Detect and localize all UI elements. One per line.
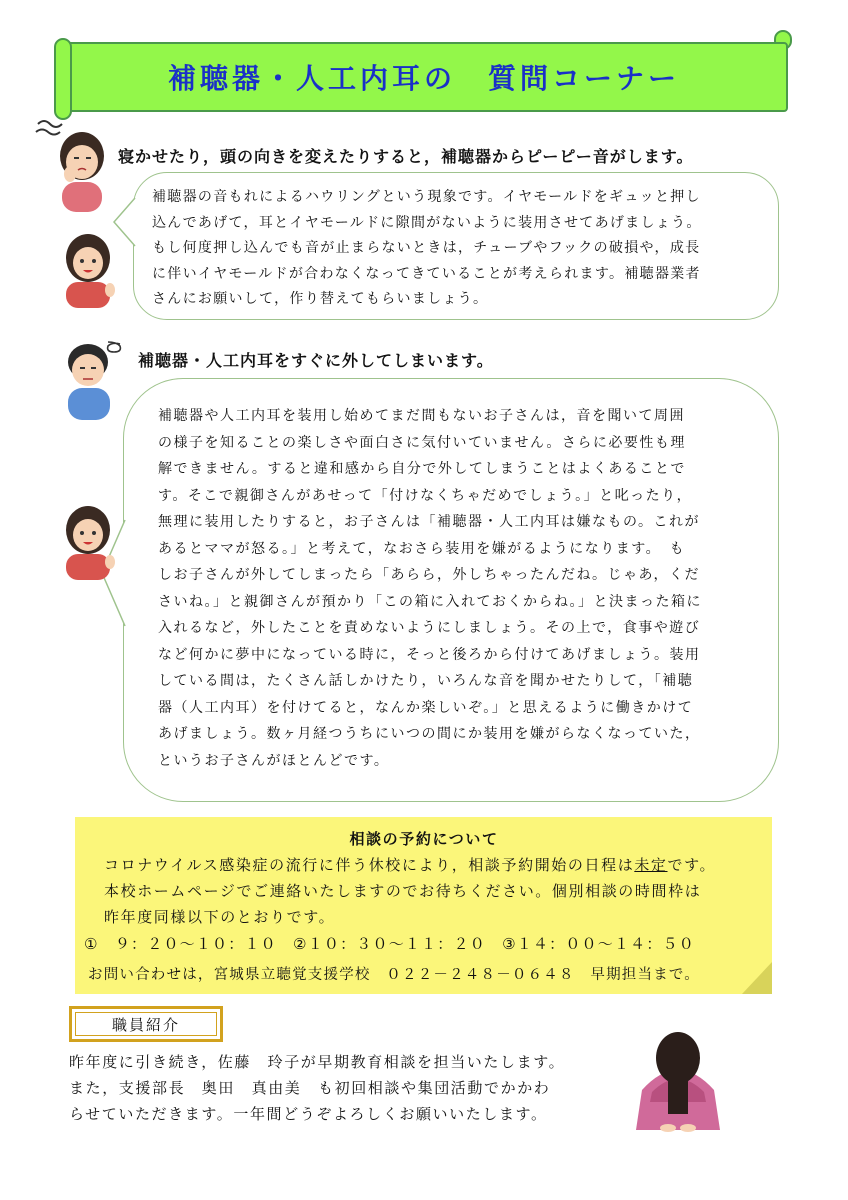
notice-undecided: 未定 — [634, 856, 668, 874]
staff-text — [69, 1049, 565, 1127]
staff-heading-box — [69, 1006, 223, 1042]
notice-title: 相談の予約について — [349, 830, 499, 848]
answer-1-line: もし何度押し込んでも音が止まらないときは，チューブやフックの破損や，成長 — [152, 240, 701, 256]
teacher-illustration — [58, 504, 120, 580]
answer-2-line: さいね。」と親御さんが預かり「この箱に入れておくからね。」と決まった箱に — [158, 593, 702, 610]
notice-line-1 — [104, 854, 716, 875]
confused-child-illustration — [62, 336, 132, 422]
answer-2-line: 解できません。すると違和感から自分で外してしまうことはよくあることで — [158, 461, 686, 477]
answer-2-line: あげましょう。数ヶ月経つうちにいつの間にか装用を嫌がらなくなっていた， — [158, 726, 701, 742]
worried-mother-illustration — [30, 118, 110, 214]
teacher-illustration — [58, 232, 120, 308]
staff-line: また，支援部長 奥田 真由美 も初回相談や集団活動でかかわ — [69, 1079, 551, 1097]
answer-1-text — [152, 185, 702, 313]
answer-2-line: しお子さんが外してしまったら「あらら，外しちゃったんだね。じゃあ，くだ — [158, 567, 700, 583]
bowing-woman-illustration — [628, 1030, 728, 1134]
answer-bubble-2 — [123, 378, 779, 802]
staff-line: 昨年度に引き続き，佐藤 玲子が早期教育相談を担当いたします。 — [69, 1053, 566, 1071]
question-1: 寝かせたり，頭の向きを変えたりすると，補聴器からピーピー音がします。 — [118, 147, 694, 166]
answer-2-line: 無理に装用したりすると，お子さんは「補聴器・人工内耳は嫌なもの。これが — [158, 514, 700, 530]
answer-1-line: さんにお願いして，作り替えてもらいましょう。 — [152, 291, 489, 307]
notice-line-1-post: です。 — [667, 856, 717, 874]
answer-2-line: の様子を知ることの楽しさや面白さに気付いていません。さらに必要性も理 — [158, 434, 686, 451]
notice-line-3: 昨年度同様以下のとおりです。 — [104, 908, 336, 926]
answer-bubble-1 — [133, 172, 779, 320]
answer-2-line: 入れるなど，外したことを責めないようにしましょう。その上で，食事や遊び — [158, 620, 701, 636]
staff-heading: 職員紹介 — [111, 1015, 180, 1034]
notice-times: ① ９：２０～１０：１０ ②１０：３０～１１：２０ ③１４：００～１４：５０ — [84, 935, 695, 953]
notice-contact: お問い合わせは，宮城県立聴覚支援学校 ０２２－２４８－０６４８ 早期担当まで。 — [88, 967, 701, 983]
notice-line-2: 本校ホームページでご連絡いたしますのでお待ちください。個別相談の時間枠は — [104, 882, 702, 900]
answer-2-text — [158, 403, 702, 774]
answer-2-line: など何かに夢中になっている時に，そっと後ろから付けてあげましょう。装用 — [158, 646, 701, 663]
page-title: 補聴器・人工内耳の 質問コーナー — [167, 62, 680, 95]
answer-2-line: あるとママが怒る。」と考えて，なおさら装用を嫌がるようになります。 も — [158, 540, 686, 557]
answer-2-line: している間は，たくさん話しかけたり，いろんな音を聞かせたりして，「補聴 — [158, 673, 694, 689]
banner-scroll-left — [54, 38, 72, 120]
notice-line-1-pre: コロナウイルス感染症の流行に伴う休校により，相談予約開始の日程は — [104, 856, 635, 874]
answer-2-line: 補聴器や人工内耳を装用し始めてまだ間もないお子さんは，音を聞いて周囲 — [158, 408, 685, 424]
question-2: 補聴器・人工内耳をすぐに外してしまいます。 — [138, 351, 494, 370]
title-banner — [60, 42, 788, 112]
answer-2-line: す。そこで親御さんがあせって「付けなくちゃだめでしょう。」と叱ったり， — [158, 487, 693, 504]
answer-1-line: に伴いイヤモールドが合わなくなってきていることが考えられます。補聴器業者 — [152, 265, 701, 282]
answer-2-line: 器（人工内耳）を付けてると，なんか楽しいぞ。」と思えるように働きかけて — [158, 699, 694, 716]
answer-1-line: 補聴器の音もれによるハウリングという現象です。イヤモールドをギュッと押し — [152, 189, 701, 205]
staff-line: らせていただきます。一年間どうぞよろしくお願いいたします。 — [69, 1105, 548, 1123]
answer-1-line: 込んであげて，耳とイヤモールドに隙間がないように装用させてあげましょう。 — [152, 214, 702, 231]
answer-2-line: というお子さんがほとんどです。 — [158, 752, 390, 769]
